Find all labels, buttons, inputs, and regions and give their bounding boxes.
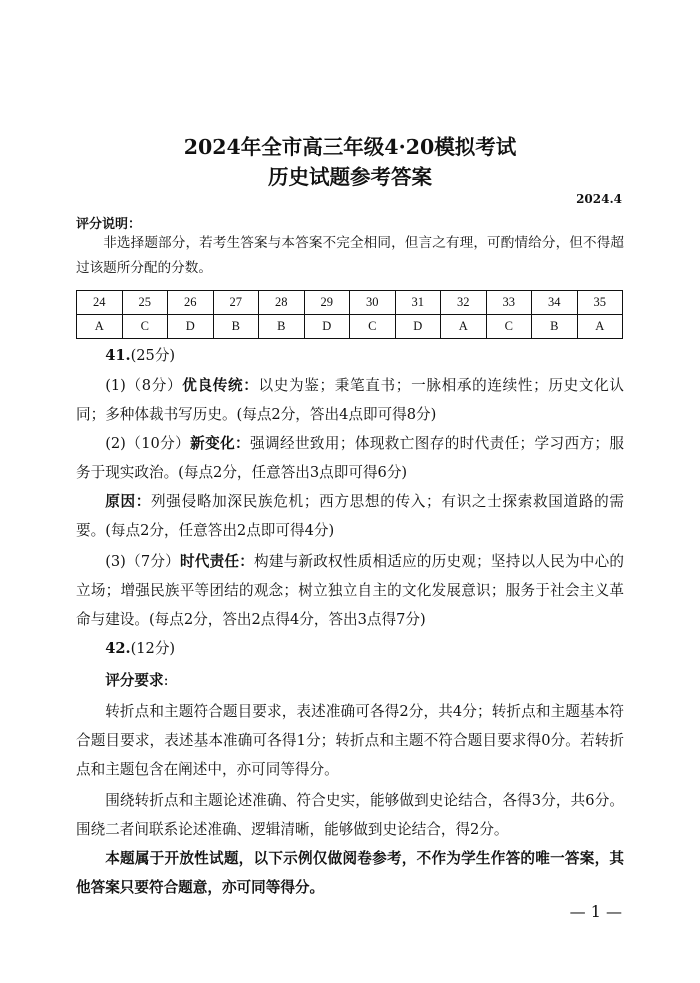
answer-row xyxy=(77,315,623,339)
q41-part1 xyxy=(76,371,624,429)
answer-cell: A xyxy=(577,315,623,339)
instructions-heading: 评分说明： xyxy=(76,217,142,232)
q42-number: 42. xyxy=(105,640,131,657)
question-number-cell: 31 xyxy=(395,291,441,315)
question-number-cell: 28 xyxy=(259,291,305,315)
part-text: 强调经世致用；体现救亡图存的时代责任；学习西方；服务于现实政治。(每点2分，任意答出3点即可得6分) xyxy=(76,435,624,481)
part-prefix: (1)（8分） xyxy=(105,377,183,394)
answer-cell: C xyxy=(486,315,532,339)
answer-table xyxy=(76,290,623,339)
q42-paragraph-1: 转折点和主题符合题目要求，表述准确可各得2分，共4分；转折点和主题基本符合题目要求，表述基本准确可各得1分；转折点和主题不符合题目要求得0分。若转折点和主题包含在阐述中，亦可同等得分。 xyxy=(76,703,624,778)
part-label: 时代责任： xyxy=(180,553,255,570)
page-number: — 1 — xyxy=(569,902,622,921)
question-number-cell: 32 xyxy=(441,291,487,315)
part-label: 新变化： xyxy=(190,435,251,452)
q42-paragraph-2: 围绕转折点和主题论述准确、符合史实，能够做到史论结合，各得3分，共6分。围绕二者间联系论述准确、逻辑清晰，能够做到史论结合，得2分。 xyxy=(76,792,624,838)
q41-reason xyxy=(76,487,624,545)
question-number-row xyxy=(77,291,623,315)
question-number-cell: 34 xyxy=(532,291,578,315)
title-line-2: 历史试题参考答案 xyxy=(268,165,432,189)
q41-heading xyxy=(76,341,624,370)
part-text: 构建与新政权性质相适应的历史观；坚持以人民为中心的立场；增强民族平等团结的观念；树立独立自主的文化发展意识；服务于社会主义革命与建设。(每点2分，答出2点得4分，答出3点得7分) xyxy=(76,553,624,628)
q41-number: 41. xyxy=(105,347,131,364)
question-number-cell: 33 xyxy=(486,291,532,315)
answer-cell: D xyxy=(168,315,214,339)
question-number-cell: 26 xyxy=(168,291,214,315)
q42-paragraph-3: 本题属于开放性试题，以下示例仅做阅卷参考，不作为学生作答的唯一答案，其他答案只要符合题意，亦可同等得分。 xyxy=(76,850,624,896)
q42-points: (12分) xyxy=(130,640,176,657)
part-label: 优良传统： xyxy=(182,377,259,394)
q42-requirements-heading xyxy=(76,666,624,695)
answer-cell: D xyxy=(395,315,441,339)
question-number-cell: 27 xyxy=(213,291,259,315)
requirements-label: 评分要求 xyxy=(105,672,164,689)
question-number-cell: 24 xyxy=(77,291,123,315)
part-prefix: (3)（7分） xyxy=(105,553,180,570)
answer-cell: B xyxy=(213,315,259,339)
answer-cell: B xyxy=(532,315,578,339)
answer-cell: B xyxy=(259,315,305,339)
part-label: 原因： xyxy=(105,493,152,510)
title-line-1: 2024年全市高三年级4·20模拟考试 xyxy=(183,135,517,159)
document-date: 2024.4 xyxy=(576,192,622,206)
answer-cell: D xyxy=(304,315,350,339)
colon: : xyxy=(163,672,169,689)
part-prefix: (2)（10分） xyxy=(105,435,191,452)
instructions-text: 非选择题部分，若考生答案与本答案不完全相同，但言之有理，可酌情给分，但不得超过该题所分配的分数。 xyxy=(76,235,624,276)
question-number-cell: 35 xyxy=(577,291,623,315)
part-text: 以史为鉴；秉笔直书；一脉相承的连续性；历史文化认同；多种体裁书写历史。(每点2分，答出4点即可得8分) xyxy=(76,377,624,423)
q42-heading xyxy=(76,634,624,663)
answer-cell: C xyxy=(122,315,168,339)
q41-points: (25分) xyxy=(130,347,176,364)
q41-part2 xyxy=(76,429,624,487)
question-number-cell: 30 xyxy=(350,291,396,315)
answer-cell: C xyxy=(350,315,396,339)
question-number-cell: 29 xyxy=(304,291,350,315)
q41-part3 xyxy=(76,547,624,634)
question-number-cell: 25 xyxy=(122,291,168,315)
answer-cell: A xyxy=(441,315,487,339)
answer-cell: A xyxy=(77,315,123,339)
part-text: 列强侵略加深民族危机；西方思想的传入；有识之士探索救国道路的需要。(每点2分，任意答出2点即可得4分) xyxy=(76,493,624,539)
